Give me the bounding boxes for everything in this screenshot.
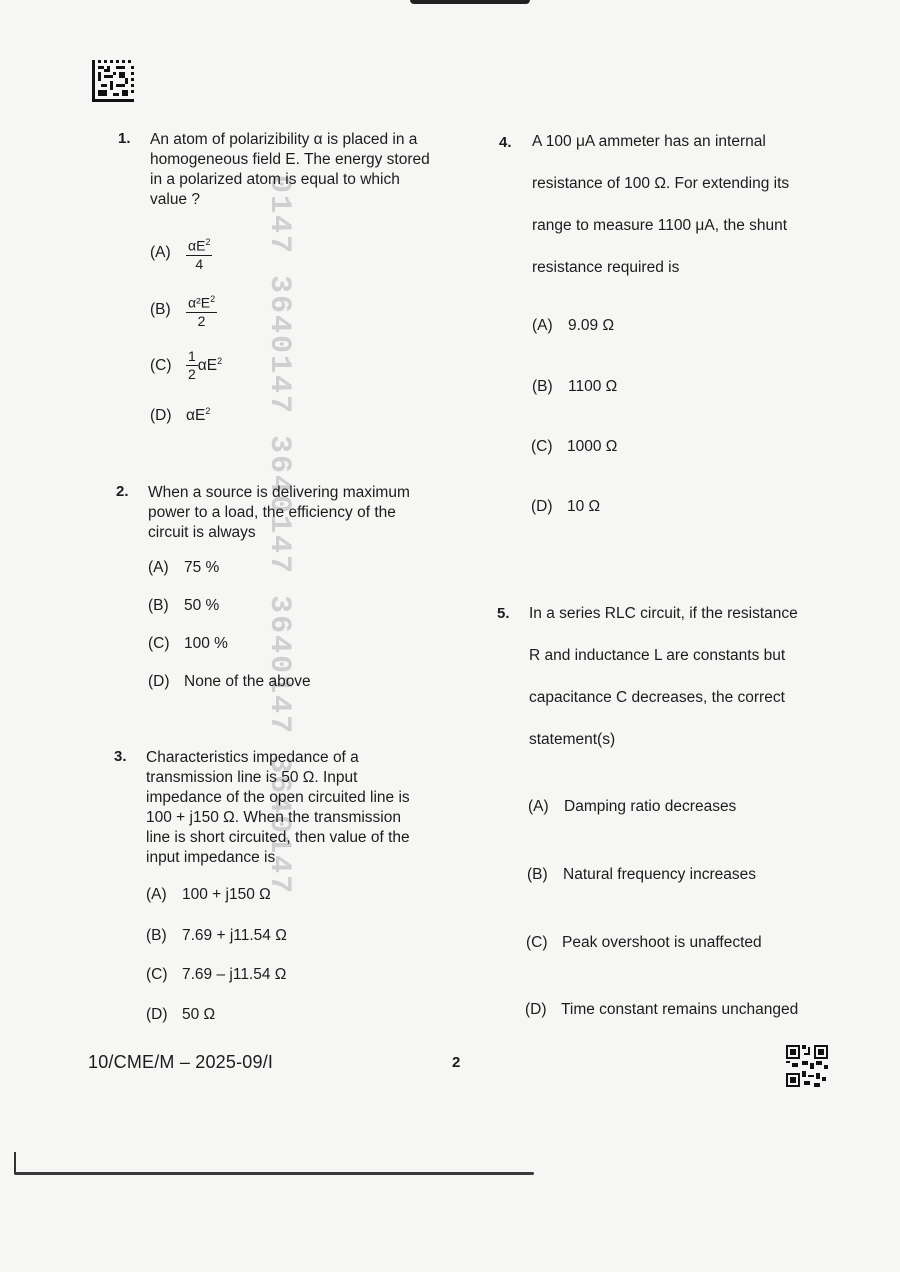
question-number-5: 5. — [497, 605, 510, 622]
top-edge-mark — [410, 0, 530, 4]
q5-option-a[interactable]: (A) Damping ratio decreases — [528, 798, 737, 815]
fraction-half: $\frac{1}{2}$ — [188, 348, 196, 382]
q4-option-d[interactable]: (D) 10 Ω — [531, 498, 601, 515]
q2-option-a[interactable]: (A) 75 % — [148, 559, 220, 576]
q5-option-d[interactable]: (D) Time constant remains unchanged — [525, 1001, 799, 1018]
page-number: 2 — [452, 1054, 461, 1071]
q2-option-b[interactable]: (B) 50 % — [148, 597, 220, 614]
question-text-4-line-3: range to measure 1100 μA, the shunt — [532, 217, 788, 234]
qr-code-icon — [786, 1045, 828, 1087]
fraction: $\frac{\alpha^2E^2}{2}$ — [186, 291, 217, 330]
question-text-2: When a source is delivering maximum power to a load, the efficiency of the circuit is always — [148, 484, 410, 541]
q4-option-b[interactable]: (B) 1100 Ω — [532, 378, 618, 395]
question-text-3: Characteristics impedance of a transmission line is 50 Ω. Input impedance of the open circuited line is 100 + j150 Ω. When the transmission line is short circuited, then value of the input impedance is — [146, 749, 410, 866]
question-text-5-line-3: capacitance C decreases, the correct — [529, 689, 785, 706]
fraction: $\frac{\alpha E^2}{4}$ — [186, 234, 212, 273]
question-number-3: 3. — [114, 748, 127, 765]
question-text-4-line-1: A 100 μA ammeter has an internal — [532, 133, 766, 150]
question-number-2: 2. — [116, 483, 129, 500]
question-number-4: 4. — [499, 134, 512, 151]
page-edge-tick — [14, 1152, 16, 1174]
watermark-serial: 0147 3640147 3640147 3640147 3640147 — [262, 175, 296, 896]
q5-option-b[interactable]: (B) Natural frequency increases — [527, 866, 756, 883]
q1-option-b[interactable]: (B) $\frac{\alpha^2E^2}{2}$ — [150, 291, 217, 330]
q2-option-d[interactable]: (D) None of the above — [148, 673, 311, 690]
question-text-1: An atom of polarizibility α is placed in a homogeneous field E. The energy stored in a polarized atom is equal to which value ? — [150, 131, 430, 208]
question-text-4-line-2: resistance of 100 Ω. For extending its — [532, 175, 790, 192]
q3-option-c[interactable]: (C) 7.69 – j11.54 Ω — [146, 966, 287, 983]
q3-option-b[interactable]: (B) 7.69 + j11.54 Ω — [146, 927, 287, 944]
q1-option-d[interactable]: (D) $\alpha E^2$ — [150, 406, 211, 425]
q1-option-a[interactable]: (A) $\frac{\alpha E^2}{4}$ — [150, 234, 212, 273]
q4-option-c[interactable]: (C) 1000 Ω — [531, 438, 618, 455]
question-text-5-line-2: R and inductance L are constants but — [529, 647, 786, 664]
q4-option-a[interactable]: (A) 9.09 Ω — [532, 317, 615, 334]
q1-option-c[interactable]: (C) $\frac{1}{2}$ $\alpha E^2$ — [150, 348, 223, 382]
q3-option-a[interactable]: (A) 100 + j150 Ω — [146, 886, 271, 903]
question-number-1: 1. — [118, 130, 131, 147]
q3-option-d[interactable]: (D) 50 Ω — [146, 1006, 216, 1023]
q5-option-c[interactable]: (C) Peak overshoot is unaffected — [526, 934, 762, 951]
question-text-5-line-4: statement(s) — [529, 731, 616, 748]
question-text-5-line-1: In a series RLC circuit, if the resistance — [529, 605, 798, 622]
paper-code: 10/CME/M – 2025-09/I — [88, 1052, 274, 1072]
datamatrix-code-icon — [92, 60, 134, 102]
question-text-4-line-4: resistance required is — [532, 259, 680, 276]
q2-option-c[interactable]: (C) 100 % — [148, 635, 228, 652]
page-bottom-edge — [14, 1172, 534, 1175]
